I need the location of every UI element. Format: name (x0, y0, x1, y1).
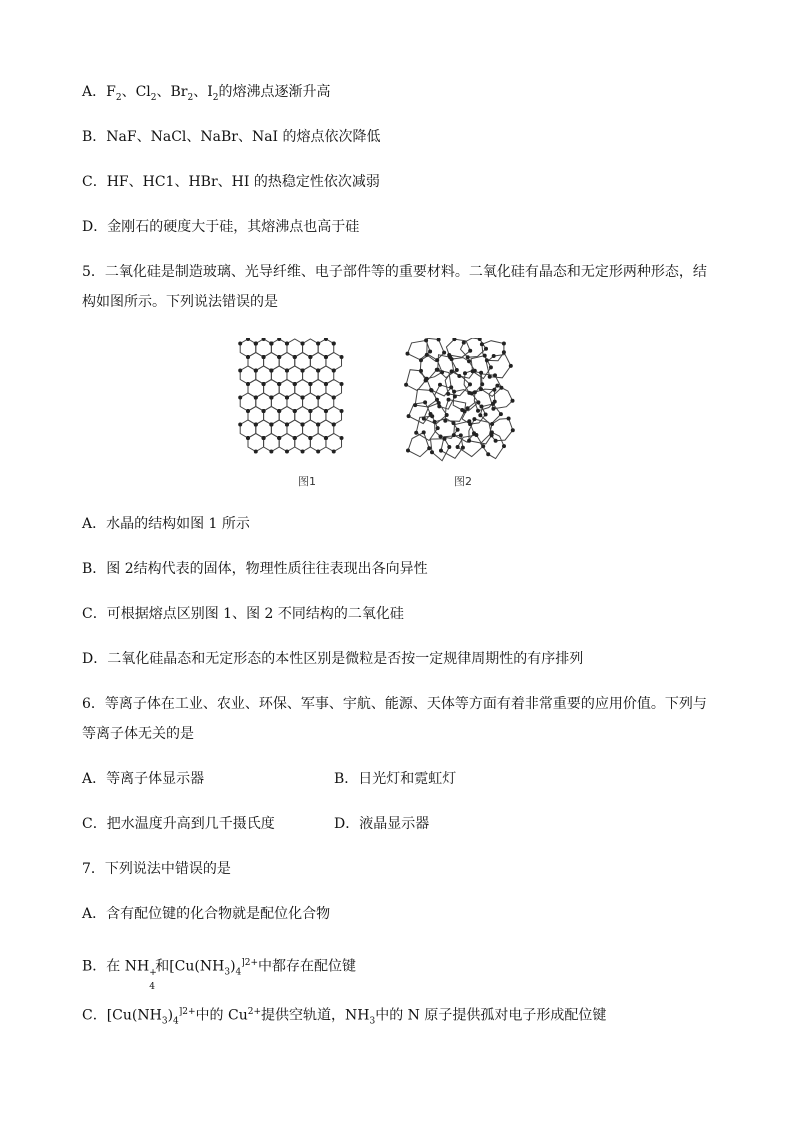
q7-option-a: A．含有配位键的化合物就是配位化合物 (82, 906, 331, 922)
q6-stem-line2: 等离子体无关的是 (82, 726, 194, 742)
q4-option-d: D．金刚石的硬度大于硅，其熔沸点也高于硅 (82, 219, 360, 235)
q5-option-a: A．水晶的结构如图 1 所示 (82, 516, 250, 532)
q4-option-b: B．NaF、NaCl、NaBr、NaI 的熔点依次降低 (82, 129, 381, 145)
q5-option-b: B．图 2结构代表的固体，物理性质往往表现出各向异性 (82, 561, 428, 577)
q7-option-c: C．[$Cu(NH_3)_4^{]2+}$中的 $Cu^{2+}$提供空轨道，$NH_3$中的 N 原子提供孤对电子形成配位键 (82, 1007, 607, 1027)
figure-1-caption: 图1 (298, 475, 316, 488)
q6-stem-line1: 6．等离子体在工业、农业、环保、军事、宇航、能源、天体等方面有着非常重要的应用价值。下列与 (82, 696, 707, 712)
q7-option-b: B．在 NH + 4 和[$Cu(NH_3)_4^{]2+}$中都存在配位键 (82, 958, 357, 992)
figure-2-caption: 图2 (454, 475, 472, 488)
figure-2-amorphous-structure (403, 338, 558, 470)
q6-option-c: C．把水温度升高到几千摄氏度 (82, 816, 275, 832)
q5-stem-line1: 5．二氧化硅是制造玻璃、光导纤维、电子部件等的重要材料。二氧化硅有晶态和无定形两种形态，结 (82, 264, 707, 280)
q6-option-d: D．液晶显示器 (334, 816, 430, 832)
q4-option-c: C．HF、HC1、HBr、HI 的热稳定性依次减弱 (82, 174, 380, 190)
q5-option-d: D．二氧化硅晶态和无定形态的本性区别是微粒是否按一定规律周期性的有序排列 (82, 651, 584, 667)
q7-stem: 7．下列说法中错误的是 (82, 861, 231, 877)
q5-option-c: C．可根据熔点区别图 1、图 2 不同结构的二氧化硅 (82, 606, 404, 622)
q5-stem-line2: 构如图所示。下列说法错误的是 (82, 294, 278, 310)
figure-1-crystalline-structure (236, 338, 381, 470)
q6-option-b: B．日光灯和霓虹灯 (334, 771, 457, 787)
q6-option-a: A．等离子体显示器 (82, 771, 205, 787)
q4-option-a: A．$F_2$、$Cl_2$、$Br_2$、$I_2$的熔沸点逐渐升高 (82, 84, 331, 103)
